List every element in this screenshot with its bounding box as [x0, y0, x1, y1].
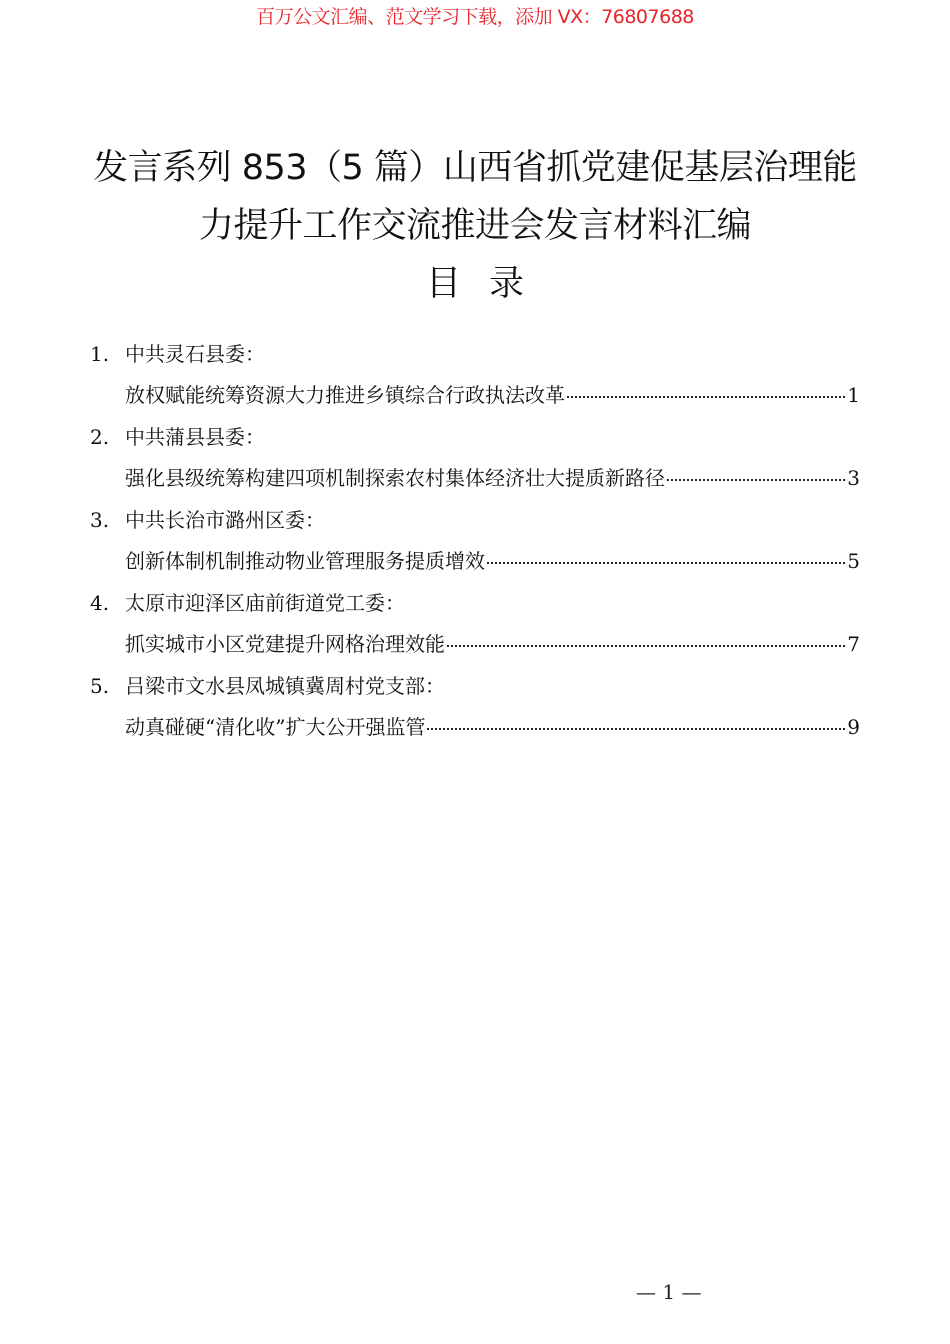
toc-entry[interactable]: [90, 711, 860, 753]
toc-number: 2.: [90, 425, 110, 449]
dot-leader: [447, 645, 845, 647]
dot-leader: [487, 562, 845, 564]
toc-item: [90, 338, 860, 421]
toc-number: 4.: [90, 591, 110, 615]
toc-title: 强化县级统筹构建四项机制探索农村集体经济壮大提质新路径: [125, 466, 665, 490]
dot-leader: [427, 728, 845, 730]
toc-page: 7: [847, 632, 860, 656]
watermark-banner: 百万公文汇编、范文学习下载，添加 VX：76807688: [256, 6, 694, 28]
toc-item: [90, 587, 860, 670]
toc-title: 创新体制机制推动物业管理服务提质增效: [125, 549, 485, 573]
dot-leader: [567, 396, 845, 398]
toc-org: 吕梁市文水县凤城镇冀周村党支部：: [125, 674, 445, 698]
toc-title: 动真碰硬“清化收”扩大公开强监管: [125, 715, 426, 739]
toc-title: 放权赋能统筹资源大力推进乡镇综合行政执法改革: [125, 383, 565, 407]
document-title-line-2: 力提升工作交流推进会发言材料汇编: [198, 206, 751, 246]
toc-number: 3.: [90, 508, 110, 532]
toc-entry[interactable]: [90, 379, 860, 421]
toc-org: 中共长治市潞州区委：: [125, 508, 325, 532]
toc-org: 中共蒲县县委：: [125, 425, 265, 449]
toc-title: 抓实城市小区党建提升网格治理效能: [125, 632, 445, 656]
toc-item: [90, 670, 860, 753]
table-of-contents: [90, 338, 860, 753]
toc-org: 中共灵石县委：: [125, 342, 265, 366]
toc-heading: 目录: [425, 264, 552, 304]
toc-org: 太原市迎泽区庙前街道党工委：: [125, 591, 405, 615]
toc-number: 1.: [90, 342, 110, 366]
toc-page: 9: [847, 715, 860, 739]
toc-page: 5: [847, 549, 860, 573]
toc-item: [90, 504, 860, 587]
toc-page: 1: [847, 383, 860, 407]
toc-number: 5.: [90, 674, 110, 698]
toc-item: [90, 421, 860, 504]
toc-page: 3: [847, 466, 860, 490]
dot-leader: [667, 479, 845, 481]
page-number: — 1 —: [636, 1280, 702, 1304]
toc-entry[interactable]: [90, 628, 860, 670]
toc-entry[interactable]: [90, 545, 860, 587]
toc-entry[interactable]: [90, 462, 860, 504]
document-title-line-1: 发言系列 853（5 篇）山西省抓党建促基层治理能: [93, 148, 857, 188]
